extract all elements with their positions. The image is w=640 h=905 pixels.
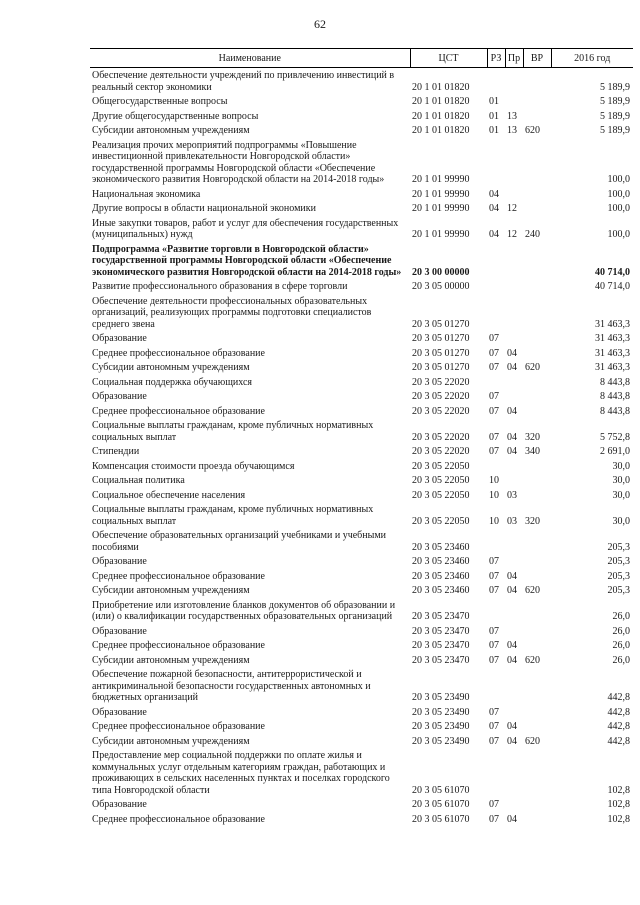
header-name: Наименование (90, 49, 410, 68)
row-pr (505, 138, 523, 187)
table-row (90, 68, 633, 95)
row-vr (523, 748, 551, 797)
row-cst: 20 1 01 01820 (412, 110, 470, 122)
table-row (90, 488, 633, 503)
page-number: 62 (314, 17, 326, 31)
table-row (90, 653, 633, 668)
table-row (90, 109, 633, 124)
row-amount: 31 463,3 (595, 347, 630, 359)
row-amount: 442,8 (607, 692, 630, 703)
table-row (90, 294, 633, 332)
table-row (90, 748, 633, 797)
row-amount: 442,8 (607, 706, 630, 718)
row-pr: 04 (507, 721, 517, 732)
header-rz: РЗ (487, 49, 505, 68)
row-cst: 20 3 05 23470 (412, 611, 470, 622)
row-rz (487, 242, 505, 280)
row-vr (523, 812, 551, 827)
row-pr: 03 (507, 489, 517, 501)
row-pr (505, 624, 523, 639)
row-name: Другие вопросы в области национальной экономики (92, 203, 316, 214)
row-pr: 04 (507, 640, 517, 651)
row-cst: 20 3 05 01270 (412, 318, 470, 330)
row-amount: 40 714,0 (595, 266, 630, 278)
row-rz: 07 (489, 706, 499, 718)
row-pr (505, 294, 523, 332)
row-cst: 20 3 05 01270 (412, 347, 470, 359)
row-pr (505, 459, 523, 474)
row-rz: 07 (489, 446, 499, 457)
row-amount: 442,8 (607, 735, 630, 747)
row-pr (505, 68, 523, 95)
row-pr (505, 598, 523, 624)
row-cst: 20 3 00 00000 (412, 266, 470, 278)
row-vr (523, 346, 551, 361)
row-amount: 5 752,8 (600, 431, 630, 443)
row-rz: 07 (489, 625, 499, 637)
row-name: Общегосударственные вопросы (92, 96, 228, 107)
row-rz: 07 (489, 721, 499, 732)
row-name: Социальное обеспечение населения (92, 489, 246, 501)
row-rz: 07 (489, 333, 499, 344)
row-rz (487, 598, 505, 624)
row-pr: 04 (507, 446, 517, 457)
row-amount: 30,0 (612, 515, 630, 527)
row-cst: 20 3 05 22050 (412, 475, 470, 486)
table-row (90, 598, 633, 624)
row-pr (505, 389, 523, 404)
row-rz: 10 (489, 489, 499, 501)
row-pr (505, 748, 523, 797)
table-row (90, 624, 633, 639)
row-name: Среднее профессиональное образование (92, 813, 265, 825)
row-amount: 26,0 (612, 625, 630, 637)
row-cst: 20 3 05 23460 (412, 541, 470, 553)
row-vr (523, 389, 551, 404)
row-name: Среднее профессиональное образование (92, 640, 265, 651)
table-row (90, 279, 633, 294)
table-row (90, 360, 633, 375)
row-rz: 04 (489, 188, 499, 200)
row-name: Развитие профессионального образования в сфере торговли (92, 281, 348, 292)
row-rz: 07 (489, 799, 499, 810)
row-cst: 20 3 05 01270 (412, 362, 470, 373)
row-cst: 20 3 05 22020 (412, 446, 470, 457)
row-name: Национальная экономика (92, 188, 201, 200)
row-amount: 102,8 (607, 813, 630, 825)
row-rz (487, 294, 505, 332)
row-rz: 07 (489, 585, 499, 596)
row-name: Обеспечение деятельности учреждений по привлечению инвестиций в реальный сектор экономики (92, 70, 395, 93)
row-vr (523, 705, 551, 720)
row-rz: 07 (489, 570, 499, 582)
row-name: Стипендии (92, 446, 140, 457)
row-pr: 13 (507, 110, 517, 122)
table-row (90, 242, 633, 280)
row-cst: 20 3 05 23460 (412, 556, 470, 567)
row-vr (523, 279, 551, 294)
row-rz: 07 (489, 813, 499, 825)
row-name: Образование (92, 799, 147, 810)
row-vr: 620 (525, 362, 540, 373)
table-row (90, 528, 633, 554)
table-row (90, 459, 633, 474)
row-rz: 04 (489, 203, 499, 214)
table-row (90, 473, 633, 488)
row-name: Субсидии автономным учреждениям (92, 585, 250, 596)
row-vr: 620 (525, 585, 540, 596)
row-name: Среднее профессиональное образование (92, 405, 265, 417)
row-name: Социальные выплаты гражданам, кроме публичных нормативных социальных выплат (92, 420, 374, 443)
row-vr (523, 242, 551, 280)
row-cst: 20 1 01 01820 (412, 81, 470, 93)
table-row (90, 705, 633, 720)
row-vr (523, 569, 551, 584)
row-name: Субсидии автономным учреждениям (92, 654, 250, 666)
table-row (90, 389, 633, 404)
row-rz: 07 (489, 556, 499, 567)
row-name: Предоставление мер социальной поддержки по оплате жилья и коммунальных услуг отдельным категориям граждан, работающих и проживающих в сельских населенных пунктах и поселках городского типа Новгородской области (92, 750, 390, 796)
row-cst: 20 3 05 61070 (412, 799, 470, 810)
row-rz: 07 (489, 391, 499, 402)
row-amount: 8 443,8 (600, 391, 630, 402)
row-amount: 30,0 (612, 475, 630, 486)
row-rz: 07 (489, 654, 499, 666)
table-row (90, 812, 633, 827)
row-vr (523, 201, 551, 216)
row-cst: 20 1 01 99990 (412, 188, 470, 200)
row-rz: 07 (489, 735, 499, 747)
header-cst: ЦСТ (410, 49, 487, 68)
table-row (90, 201, 633, 216)
row-name: Реализация прочих мероприятий подпрограммы «Повышение инвестиционной привлекательности Новгородской области» государственной программы Новгородской области «Обеспечение экономического развития Новгородской области на 2014-2018 годы» (92, 139, 385, 185)
row-vr: 320 (525, 515, 540, 527)
row-rz (487, 375, 505, 390)
table-row (90, 638, 633, 653)
row-cst: 20 3 05 00000 (412, 281, 470, 292)
row-vr (523, 624, 551, 639)
row-cst: 20 1 01 01820 (412, 125, 470, 136)
row-name: Образование (92, 625, 147, 637)
table-row (90, 583, 633, 598)
header-pr: Пр (505, 49, 523, 68)
row-pr (505, 331, 523, 346)
row-cst: 20 3 05 23490 (412, 721, 470, 732)
row-cst: 20 3 05 23470 (412, 640, 470, 651)
row-pr: 04 (507, 431, 517, 443)
row-name: Субсидии автономным учреждениям (92, 125, 250, 136)
row-vr (523, 719, 551, 734)
row-name: Социальные выплаты гражданам, кроме публичных нормативных социальных выплат (92, 504, 374, 527)
row-cst: 20 1 01 99990 (412, 174, 470, 185)
table-row (90, 187, 633, 202)
row-amount: 40 714,0 (595, 281, 630, 292)
row-amount: 26,0 (612, 640, 630, 651)
row-rz: 07 (489, 347, 499, 359)
row-amount: 100,0 (607, 188, 630, 200)
row-vr: 620 (525, 735, 540, 747)
row-amount: 5 189,9 (600, 96, 630, 107)
row-pr: 04 (507, 735, 517, 747)
row-rz: 07 (489, 640, 499, 651)
row-amount: 8 443,8 (600, 376, 630, 388)
row-cst: 20 3 05 23470 (412, 625, 470, 637)
row-amount: 31 463,3 (595, 318, 630, 330)
row-amount: 2 691,0 (600, 446, 630, 457)
row-pr (505, 797, 523, 812)
header-vr: ВР (523, 49, 551, 68)
row-vr (523, 294, 551, 332)
row-amount: 100,0 (607, 174, 630, 185)
table-row (90, 719, 633, 734)
table-header (90, 49, 633, 68)
row-rz (487, 667, 505, 705)
row-name: Иные закупки товаров, работ и услуг для обеспечения государственных (муниципальных) нужд (92, 217, 399, 240)
row-name: Подпрограмма «Развитие торговли в Новгородской области» государственной программы Новгородской области «Обеспечение экономического развития Новгородской области на 2014-2018 годы» (92, 243, 402, 278)
row-pr: 12 (507, 229, 517, 240)
table-row (90, 554, 633, 569)
row-cst: 20 3 05 61070 (412, 813, 470, 825)
row-cst: 20 3 05 23460 (412, 570, 470, 582)
row-cst: 20 3 05 23490 (412, 706, 470, 718)
row-rz (487, 279, 505, 294)
row-vr: 620 (525, 125, 540, 136)
row-cst: 20 3 05 23470 (412, 654, 470, 666)
row-name: Обеспечение пожарной безопасности, антитеррористической и антикриминальной безопасности государственных автономных и бюджетных организаций (92, 669, 371, 703)
table-row (90, 94, 633, 109)
row-vr (523, 331, 551, 346)
row-vr (523, 138, 551, 187)
row-vr: 620 (525, 654, 540, 666)
row-rz (487, 528, 505, 554)
row-vr (523, 109, 551, 124)
row-pr: 13 (507, 125, 517, 136)
row-cst: 20 3 05 22050 (412, 515, 470, 527)
row-name: Образование (92, 333, 147, 344)
row-pr (505, 187, 523, 202)
row-amount: 442,8 (607, 721, 630, 732)
row-rz: 10 (489, 515, 499, 527)
row-vr (523, 187, 551, 202)
row-name: Социальная поддержка обучающихся (92, 376, 253, 388)
row-pr: 04 (507, 585, 517, 596)
table-row (90, 375, 633, 390)
row-vr (523, 554, 551, 569)
row-name: Среднее профессиональное образование (92, 721, 265, 732)
table-row (90, 138, 633, 187)
row-rz: 07 (489, 405, 499, 417)
row-rz: 01 (489, 125, 499, 136)
row-amount: 8 443,8 (600, 405, 630, 417)
row-name: Обеспечение деятельности профессиональных образовательных организаций, реализующих программы подготовки специалистов среднего звена (92, 295, 372, 330)
row-pr: 04 (507, 813, 517, 825)
row-name: Образование (92, 391, 147, 402)
row-amount: 205,3 (607, 570, 630, 582)
row-vr (523, 459, 551, 474)
row-name: Другие общегосударственные вопросы (92, 110, 259, 122)
row-cst: 20 3 05 23490 (412, 692, 470, 703)
row-pr (505, 554, 523, 569)
table-row (90, 667, 633, 705)
row-pr (505, 375, 523, 390)
row-rz (487, 138, 505, 187)
row-name: Среднее профессиональное образование (92, 347, 265, 359)
row-pr (505, 94, 523, 109)
row-amount: 5 189,9 (600, 110, 630, 122)
header-year: 2016 год (551, 49, 633, 68)
row-amount: 205,3 (607, 585, 630, 596)
row-cst: 20 1 01 99990 (412, 229, 470, 240)
row-rz (487, 459, 505, 474)
row-rz: 01 (489, 96, 499, 107)
row-cst: 20 3 05 01270 (412, 333, 470, 344)
table-row (90, 418, 633, 444)
row-vr (523, 667, 551, 705)
row-cst: 20 3 05 22020 (412, 391, 470, 402)
row-name: Образование (92, 556, 147, 567)
row-amount: 205,3 (607, 556, 630, 567)
row-amount: 205,3 (607, 541, 630, 553)
row-cst: 20 3 05 22020 (412, 405, 470, 417)
row-vr (523, 488, 551, 503)
row-cst: 20 3 05 22050 (412, 460, 470, 472)
row-pr (505, 242, 523, 280)
row-amount: 31 463,3 (595, 333, 630, 344)
row-pr (505, 279, 523, 294)
row-amount: 100,0 (607, 203, 630, 214)
row-cst: 20 3 05 23490 (412, 735, 470, 747)
row-amount: 5 189,9 (600, 81, 630, 93)
row-amount: 30,0 (612, 460, 630, 472)
row-vr (523, 404, 551, 419)
table-row (90, 123, 633, 138)
row-amount: 30,0 (612, 489, 630, 501)
row-vr: 240 (525, 229, 540, 240)
table-row (90, 569, 633, 584)
row-vr (523, 638, 551, 653)
table-row (90, 444, 633, 459)
row-pr (505, 473, 523, 488)
row-amount: 31 463,3 (595, 362, 630, 373)
budget-table (90, 48, 633, 826)
row-cst: 20 3 05 22020 (412, 376, 470, 388)
row-cst: 20 1 01 99990 (412, 203, 470, 214)
row-amount: 102,8 (607, 799, 630, 810)
table-row (90, 734, 633, 749)
row-amount: 5 189,9 (600, 125, 630, 136)
row-rz (487, 68, 505, 95)
row-pr (505, 667, 523, 705)
table-row (90, 404, 633, 419)
row-rz: 10 (489, 475, 499, 486)
row-vr (523, 94, 551, 109)
table-row (90, 346, 633, 361)
row-pr: 04 (507, 405, 517, 417)
row-pr: 04 (507, 570, 517, 582)
row-pr: 04 (507, 347, 517, 359)
row-name: Социальная политика (92, 475, 185, 486)
row-rz (487, 748, 505, 797)
row-vr (523, 68, 551, 95)
row-amount: 26,0 (612, 654, 630, 666)
row-cst: 20 3 05 22020 (412, 431, 470, 443)
row-vr (523, 375, 551, 390)
row-vr (523, 528, 551, 554)
row-rz: 01 (489, 110, 499, 122)
row-name: Среднее профессиональное образование (92, 570, 265, 582)
row-rz: 04 (489, 229, 499, 240)
row-pr (505, 528, 523, 554)
row-name: Обеспечение образовательных организаций учебниками и учебными пособиями (92, 530, 386, 553)
row-amount: 102,8 (607, 784, 630, 796)
row-rz: 07 (489, 431, 499, 443)
row-vr (523, 473, 551, 488)
row-pr: 03 (507, 515, 517, 527)
row-rz: 07 (489, 362, 499, 373)
row-cst: 20 3 05 22050 (412, 489, 470, 501)
row-name: Образование (92, 706, 147, 718)
row-vr: 340 (525, 446, 540, 457)
row-pr: 04 (507, 362, 517, 373)
table-row (90, 502, 633, 528)
row-name: Субсидии автономным учреждениям (92, 735, 250, 747)
row-cst: 20 3 05 23460 (412, 585, 470, 596)
table-row (90, 331, 633, 346)
row-name: Субсидии автономным учреждениям (92, 362, 250, 373)
table-body (90, 68, 633, 827)
row-pr: 04 (507, 654, 517, 666)
row-cst: 20 1 01 01820 (412, 96, 470, 107)
row-vr: 320 (525, 431, 540, 443)
row-pr: 12 (507, 203, 517, 214)
row-amount: 26,0 (612, 611, 630, 622)
table-row (90, 216, 633, 242)
row-cst: 20 3 05 61070 (412, 784, 470, 796)
table-row (90, 797, 633, 812)
row-vr (523, 598, 551, 624)
row-pr (505, 705, 523, 720)
row-name: Компенсация стоимости проезда обучающимся (92, 460, 295, 472)
row-amount: 100,0 (607, 229, 630, 240)
row-vr (523, 797, 551, 812)
row-name: Приобретение или изготовление бланков документов об образовании и (или) о квалификации государственных образовательных организаций (92, 599, 396, 622)
